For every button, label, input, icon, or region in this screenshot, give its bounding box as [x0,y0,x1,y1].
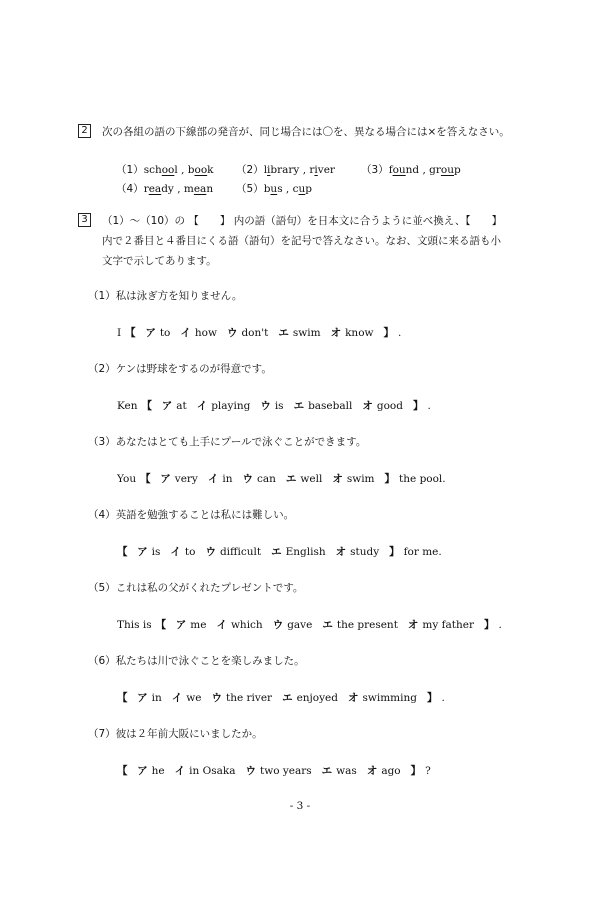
choice-label: ウ [205,546,216,558]
problem-japanese: 英語を勉強することは私には難しい。 [115,509,295,521]
sentence-prefix: Ken [117,400,138,412]
separator: , [419,164,430,176]
word-2-underlined: ou [440,164,455,176]
problem-prompt [88,507,294,522]
word-2-suffix: n [206,183,214,195]
word-1-underlined: u [270,183,278,195]
choice-word: baseball [308,400,353,412]
choice-word: the present [336,619,398,631]
word-2-prefix: c [292,183,299,195]
word-2-prefix: b [187,164,195,176]
choice-label: オ [335,546,347,558]
choice-word: well [300,473,323,485]
word-1-prefix: r [143,183,149,195]
problem-prompt [88,434,366,449]
item-number: （3） [361,164,389,176]
choice-label: イ [170,546,181,558]
choice-word: at [176,400,187,412]
pronunciation-item [236,162,335,177]
open-bracket: 【 [155,619,170,631]
question-3-instruction-line-2: 内で２番目と４番目にくる語（語句）を記号で答えなさい。なお、文頭に来る語も小 [102,235,501,247]
choice-label: ア [161,400,173,412]
separator: , [177,164,188,176]
choice-word: swimming [362,692,417,704]
choice-label: ア [160,473,171,485]
problem-number: （4） [88,509,116,521]
choice-label: エ [321,765,333,777]
choice-label: ア [175,619,187,631]
choice-label: エ [282,692,293,704]
question-2-number: 2 [78,124,91,138]
choice-label: オ [332,473,343,485]
question-3-number: 3 [78,213,91,227]
choice-word: we [186,692,202,704]
problem-japanese: あなたはとても上手にプールで泳ぐことができます。 [115,436,367,448]
choice-word: ago [381,765,401,777]
sentence-prefix: You [117,473,137,485]
open-bracket: 【 [125,327,140,339]
choice-word: very [174,473,198,485]
choice-label: ウ [260,400,271,412]
choice-label: エ [293,400,305,412]
pronunciation-item [361,162,461,177]
sentence-suffix: . [398,327,402,339]
word-1-prefix: sch [143,164,162,176]
choice-word: is [274,400,284,412]
word-order-line [117,325,401,340]
word-1-suffix: l [174,164,178,176]
word-order-line [117,398,431,413]
word-1-prefix: f [388,164,393,176]
problem-prompt [88,653,305,668]
word-2-underlined: u [298,183,306,195]
pronunciation-item [236,181,312,196]
word-1-suffix: s [277,183,283,195]
word-1-suffix: nd [405,164,420,176]
choice-word: in [222,473,233,485]
choice-word: two years [259,765,312,777]
choice-word: don't [241,327,269,339]
choice-label: オ [366,765,378,777]
problem-japanese: 私は泳ぎ方を知りません。 [115,290,243,302]
item-number: （5） [236,183,264,195]
problem-number: （7） [88,728,116,740]
separator: , [282,183,293,195]
choice-label: エ [271,546,282,558]
problem-japanese: 彼は２年前大阪にいましたか。 [115,728,263,740]
close-bracket: 】 [426,692,438,704]
choice-word: in Osaka [189,765,236,777]
word-1-underlined: oo [161,164,175,176]
word-2-prefix: gr [429,164,441,176]
word-2-prefix: m [183,183,194,195]
problem-prompt [88,288,242,303]
word-1-underlined: ou [392,164,406,176]
choice-label: ア [137,546,148,558]
question-2-instruction: 次の各組の語の下線部の発音が、同じ場合には〇を、異なる場合には×を答えなさい。 [102,126,510,138]
word-2-underlined: ea [193,183,207,195]
word-1-suffix: dy [161,183,174,195]
sentence-suffix: . [441,692,445,704]
problem-number: （6） [88,655,116,667]
separator: , [173,183,184,195]
pronunciation-item [116,181,213,196]
close-bracket: 】 [383,327,394,339]
word-2-suffix: k [207,164,214,176]
choice-word: English [285,546,326,558]
close-bracket: 】 [389,546,400,558]
problem-number: （3） [88,436,116,448]
item-number: （1） [116,164,144,176]
problem-japanese: ケンは野球をするのが得意です。 [115,363,272,375]
choice-word: how [194,327,217,339]
question-3-instruction-line-1: （1）～（10）の 【 】 内の語（語句）を日本文に合うように並べ換え、【 】 [102,215,503,227]
close-bracket: 】 [412,400,424,412]
item-number: （4） [116,183,144,195]
choice-word: in [151,692,162,704]
word-order-line [117,544,442,559]
separator: , [299,164,310,176]
choice-label: イ [196,400,208,412]
word-order-line [117,471,446,486]
choice-word: gave [287,619,313,631]
choice-label: ウ [211,692,222,704]
choice-label: イ [216,619,227,631]
sentence-suffix: . [427,400,431,412]
problem-japanese: 私たちは川で泳ぐことを楽しみました。 [115,655,305,667]
problem-number: （2） [88,363,116,375]
choice-word: which [230,619,263,631]
word-1-suffix: brary [270,164,300,176]
choice-word: me [190,619,207,631]
sentence-suffix: the pool. [399,473,446,485]
choice-label: エ [285,473,297,485]
word-2-suffix: p [454,164,461,176]
word-1-underlined: ea [148,183,162,195]
choice-word: enjoyed [296,692,338,704]
close-bracket: 】 [410,765,422,777]
choice-label: オ [407,619,419,631]
close-bracket: 】 [484,619,495,631]
choice-label: ウ [272,619,284,631]
choice-word: study [350,546,380,558]
word-2-suffix: ver [317,164,335,176]
word-1-underlined: i [267,164,271,176]
sentence-suffix: . [498,619,502,631]
choice-word: difficult [219,546,262,558]
choice-label: エ [322,619,333,631]
word-1-prefix: l [263,164,268,176]
open-bracket: 【 [141,400,156,412]
word-2-underlined: oo [194,164,208,176]
choice-label: イ [174,765,186,777]
choice-label: オ [362,400,373,412]
choice-label: オ [330,327,342,339]
choice-label: ア [137,692,148,704]
sentence-suffix: ? [425,765,431,777]
choice-word: know [345,327,374,339]
sentence-prefix: I [117,327,122,339]
choice-label: ウ [226,327,238,339]
choice-label: イ [207,473,219,485]
word-order-line [117,763,431,778]
question-3-instruction-line-3: 文字で示してあります。 [102,255,217,267]
close-bracket: 】 [384,473,396,485]
choice-label: オ [347,692,359,704]
sentence-prefix: This is [117,619,152,631]
open-bracket: 【 [117,546,132,558]
choice-word: my father [422,619,475,631]
problem-prompt [88,726,263,741]
open-bracket: 【 [117,692,132,704]
word-1-prefix: b [263,183,271,195]
choice-word: the river [225,692,273,704]
word-2-underlined: i [314,164,318,176]
choice-word: swim [346,473,375,485]
choice-word: good [376,400,403,412]
open-bracket: 【 [117,765,132,777]
choice-label: エ [278,327,289,339]
problem-prompt [88,361,272,376]
choice-label: ア [145,327,156,339]
word-order-line [117,690,445,705]
choice-label: イ [171,692,183,704]
word-order-line [117,617,502,632]
choice-word: he [151,765,165,777]
problem-number: （1） [88,290,116,302]
page-number: - 3 - [289,800,311,812]
choice-word: is [151,546,161,558]
open-bracket: 【 [140,473,155,485]
choice-label: ウ [242,473,253,485]
choice-word: swim [292,327,321,339]
word-2-suffix: p [305,183,312,195]
problem-number: （5） [88,582,116,594]
choice-word: can [257,473,276,485]
choice-word: to [159,327,171,339]
choice-word: was [336,765,357,777]
word-2-prefix: r [309,164,315,176]
choice-label: イ [180,327,191,339]
choice-label: ウ [245,765,256,777]
choice-label: ア [137,765,148,777]
item-number: （2） [236,164,264,176]
pronunciation-item [116,162,214,177]
sentence-suffix: for me. [403,546,442,558]
choice-word: to [184,546,196,558]
choice-word: playing [211,400,251,412]
problem-japanese: これは私の父がくれたプレゼントです。 [115,582,304,594]
problem-prompt [88,580,303,595]
